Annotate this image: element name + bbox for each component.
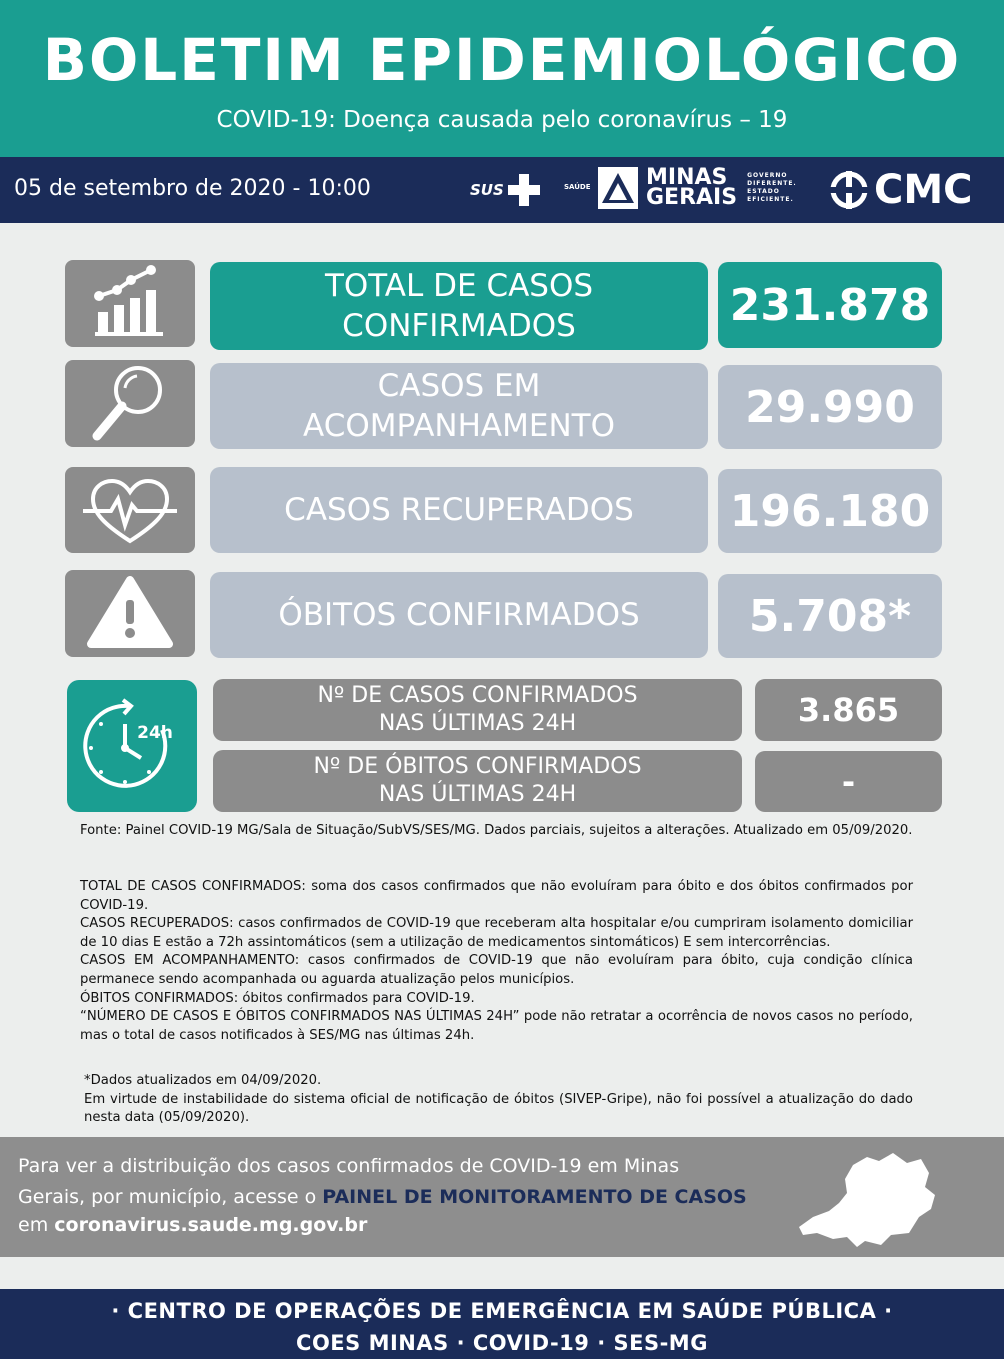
sus-logo: [470, 174, 540, 206]
sus-logo-text: SUS: [470, 181, 504, 199]
monitoring-panel-link[interactable]: PAINEL DE MONITORAMENTO DE CASOS: [322, 1186, 747, 1208]
svg-text:24h: 24h: [137, 723, 173, 743]
magnifier-icon: [65, 360, 195, 447]
deaths-24h-label-line2: NAS ÚLTIMAS 24H: [378, 782, 577, 807]
recovered-icon-box: [65, 467, 195, 553]
asterisk-line: *Dados atualizados em 04/09/2020.: [84, 1073, 322, 1088]
gov-slogan-line4: EFICIENTE.: [747, 196, 794, 203]
dashboard-promo-panel: [0, 1137, 1004, 1257]
panel-line3-text: em: [18, 1214, 55, 1236]
asterisk-note: [84, 1072, 913, 1128]
panel-line3: [18, 1210, 367, 1241]
total-cases-label-line2: CONFIRMADOS: [342, 308, 576, 344]
date-logo-bar: [0, 157, 1004, 223]
cases-24h-label: [213, 679, 742, 741]
tracking-label-line1: CASOS EM: [377, 368, 541, 404]
footer-line2: COES MINAS · COVID-19 · SES-MG: [296, 1331, 708, 1355]
recovered-value: 196.180: [718, 469, 942, 553]
sus-cross-icon: [508, 174, 540, 206]
definition-recovered: CASOS RECUPERADOS: casos confirmados de COVID-19 que receberam alta hospitalar e/ou cumpriram isolamento domiciliar de 10 dias E estão a 72h assintomáticos (sem a utilização de medicamentos sintomáticos) E sem intercorrências.: [80, 916, 913, 950]
footer-line1: · CENTRO DE OPERAÇÕES DE EMERGÊNCIA EM SAÚDE PÚBLICA ·: [111, 1299, 893, 1323]
header-banner: [0, 0, 1004, 157]
gov-slogan-line1: GOVERNO: [747, 172, 788, 179]
saude-label: SAÚDE: [564, 183, 591, 191]
definition-total: TOTAL DE CASOS CONFIRMADOS: soma dos casos confirmados que não evoluíram para óbito e dos óbitos confirmados por COVID-19.: [80, 879, 913, 913]
coronavirus-site-link[interactable]: coronavirus.saude.mg.gov.br: [54, 1214, 368, 1236]
warning-icon: [65, 570, 195, 657]
deaths-label: ÓBITOS CONFIRMADOS: [210, 572, 708, 658]
panel-line1: Para ver a distribuição dos casos confirmados de COVID-19 em Minas: [18, 1155, 680, 1177]
minas-gerais-map-icon: [795, 1147, 955, 1252]
total-cases-label: [210, 262, 708, 350]
cases-24h-label-line2: NAS ÚLTIMAS 24H: [378, 711, 577, 736]
tracking-label-line2: ACOMPANHAMENTO: [303, 408, 615, 444]
bar-chart-icon: [65, 260, 195, 347]
gov-slogan-line3: ESTADO: [747, 188, 780, 195]
panel-line2: [18, 1182, 747, 1213]
total-cases-label-line1: TOTAL DE CASOS: [324, 268, 594, 304]
tracking-label: [210, 363, 708, 449]
minas-gerais-logo: [598, 167, 797, 209]
recovered-label: CASOS RECUPERADOS: [210, 467, 708, 553]
panel-line2-text: Gerais, por município, acesse o: [18, 1186, 323, 1208]
cmc-logo: [828, 169, 973, 211]
page-subtitle: COVID-19: Doença causada pelo coronavírus – 19: [216, 107, 788, 133]
deaths-icon-box: [65, 570, 195, 657]
definition-deaths: ÓBITOS CONFIRMADOS: óbitos confirmados para COVID-19.: [80, 990, 475, 1006]
definition-tracking: CASOS EM ACOMPANHAMENTO: casos confirmados de COVID-19 que não evoluíram para óbito, cuja condição clínica permanece sendo acompanhada ou aguarda atualização pelos municípios.: [80, 953, 913, 987]
gov-slogan-line2: DIFERENTE.: [747, 180, 797, 187]
deaths-value: 5.708*: [718, 574, 942, 658]
tracking-value: 29.990: [718, 365, 942, 449]
total-cases-value: 231.878: [718, 262, 942, 348]
deaths-24h-value: -: [755, 751, 942, 812]
cases-24h-value: 3.865: [755, 679, 942, 741]
instability-line: Em virtude de instabilidade do sistema oficial de notificação de óbitos (SIVEP-Gripe), não foi possível a atualização do dado nesta data (05/09/2020).: [84, 1091, 913, 1126]
total-cases-icon-box: [65, 260, 195, 347]
deaths-24h-label: [213, 750, 742, 812]
minas-gerais-emblem-icon: [598, 167, 638, 209]
cases-24h-label-line1: Nº DE CASOS CONFIRMADOS: [317, 683, 638, 708]
definitions-block: [80, 878, 913, 1045]
cmc-logo-text: CMC: [874, 167, 973, 213]
heartbeat-icon: [65, 467, 195, 553]
tracking-icon-box: [65, 360, 195, 447]
clock-24h-icon: [67, 680, 197, 812]
bulletin-date: 05 de setembro de 2020 - 10:00: [14, 176, 371, 201]
deaths-24h-label-line1: Nº DE ÓBITOS CONFIRMADOS: [313, 754, 642, 779]
definition-24h: “NÚMERO DE CASOS E ÓBITOS CONFIRMADOS NAS ÚLTIMAS 24H” pode não retratar a ocorrência de novos casos no período, mas o total de casos notificados à SES/MG nas últimas 24h.: [80, 1009, 913, 1043]
cmc-emblem-icon: [828, 169, 870, 211]
minas-logo-line2: GERAIS: [646, 185, 738, 210]
footer-banner: [0, 1289, 1004, 1359]
page-title: BOLETIM EPIDEMIOLÓGICO: [42, 26, 962, 94]
source-note: Fonte: Painel COVID-19 MG/Sala de Situação/SubVS/SES/MG. Dados parciais, sujeitos a alterações. Atualizado em 05/09/2020.: [80, 823, 913, 838]
minas-logo-line1: MINAS: [646, 165, 728, 190]
last24h-icon-box: [67, 680, 197, 812]
